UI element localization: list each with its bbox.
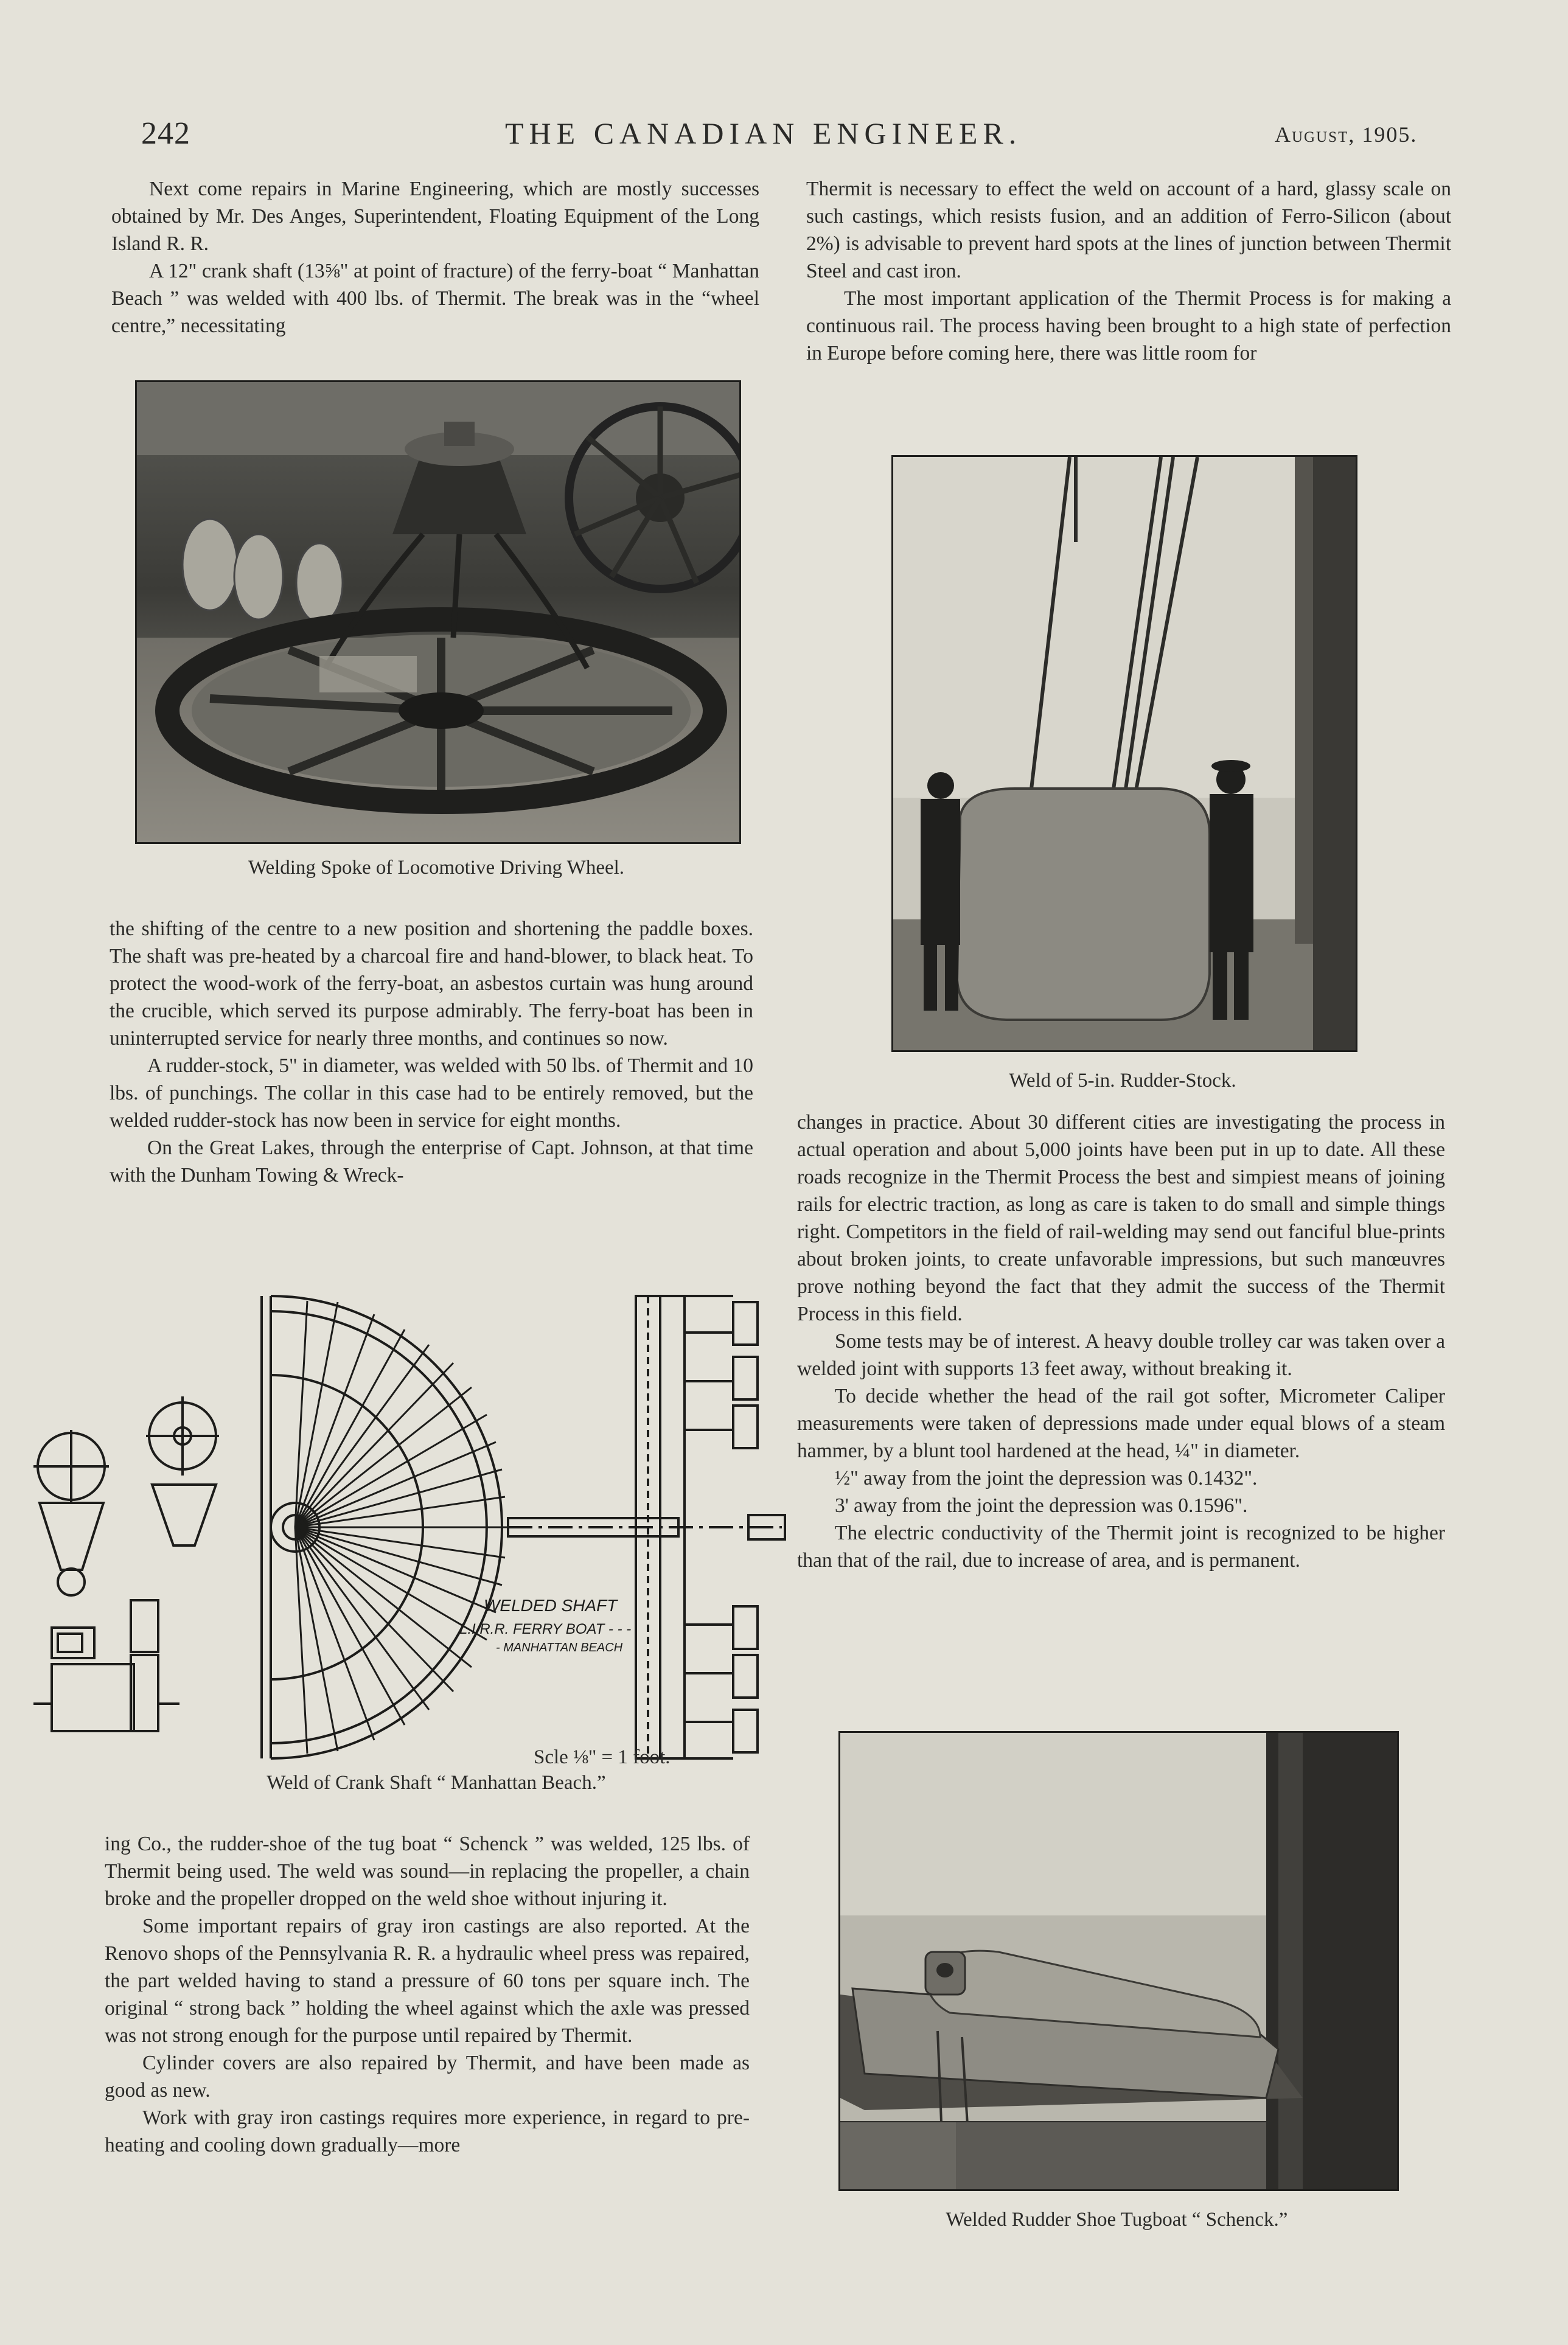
paragraph: A 12" crank shaft (13⅝" at point of fracture) of the ferry-boat “ Manhattan Beach ” was welded with 400 lbs. of Thermit. The break was in the “wheel centre,” necessitating — [111, 260, 759, 337]
rudder-stock-illustration — [893, 457, 1356, 1050]
photo-rudder-stock — [891, 455, 1357, 1052]
journal-title: THE CANADIAN ENGINEER. — [505, 116, 1022, 150]
drawing-scale-note: Scle ⅛" = 1 foot. — [534, 1746, 671, 1768]
paragraph: Some important repairs of gray iron castings are also reported. At the Renovo shops of the Pennsylvania R. R. a hydraulic wheel press was repaired, the part welded having to stand a pressure of 60 tons per square inch. The original “ strong back ” holding the wheel against which the axle was pressed was not strong enough for the purpose until repaired by Thermit. — [105, 1915, 750, 2047]
paragraph: The most important application of the Thermit Process is for making a continuous rail. The process having been brought to a high state of perfection in Europe before coming here, there was little room for — [806, 287, 1451, 364]
caption-rudder-stock: Weld of 5-in. Rudder-Stock. — [1009, 1070, 1236, 1092]
left-text-block-1 — [111, 175, 759, 340]
paragraph: Some tests may be of interest. A heavy double trolley car was taken over a welded joint with supports 13 feet away, without breaking it. — [797, 1330, 1445, 1380]
paragraph: Cylinder covers are also repaired by Thermit, and have been made as good as new. — [105, 2052, 750, 2102]
left-text-block-2 — [110, 915, 753, 1189]
caption-rudder-shoe: Welded Rudder Shoe Tugboat “ Schenck.” — [946, 2209, 1288, 2231]
right-text-block-1 — [806, 175, 1451, 367]
paragraph: Work with gray iron castings requires more experience, in regard to pre-heating and cooling down gradually—more — [105, 2106, 750, 2156]
left-text-block-3 — [105, 1830, 750, 2159]
crank-shaft-drawing — [33, 1284, 791, 1771]
paragraph: changes in practice. About 30 different cities are investigating the process in actual operation and about 5,000 joints have been put in up to date. All these roads recognize in the Thermit Process the best and simpiest means of joining rails for electric traction, as long as care is taken to do small and simple things right. Competitors in the field of rail-welding may send out fanciful blue-prints about broken joints, to create unfavorable impressions, but such manœuvres prove nothing beyond the fact that they admit the success of the Thermit Process in this field. — [797, 1111, 1445, 1325]
driving-wheel-illustration — [137, 382, 739, 842]
paragraph: Thermit is necessary to effect the weld on account of a hard, glassy scale on such castings, which resists fusion, and an addition of Ferro-Silicon (about 2%) is advisable to prevent hard spots at the lines of junction between Thermit Steel and cast iron. — [806, 178, 1451, 282]
paragraph: ½" away from the joint the depression was 0.1432". — [835, 1467, 1258, 1490]
drawing-label-welded-shaft: WELDED SHAFT — [484, 1596, 618, 1615]
right-text-block-2 — [797, 1109, 1445, 1574]
rudder-shoe-illustration — [840, 1733, 1397, 2189]
paragraph: the shifting of the centre to a new position and shortening the paddle boxes. The shaft was pre-heated by a charcoal fire and hand-blower, to black heat. To protect the wood-work of the ferry-boat, an asbestos curtain was hung around the crucible, which served its purpose admirably. The ferry-boat has been in uninterrupted service for nearly three months, and continues so now. — [110, 918, 753, 1050]
photo-driving-wheel — [135, 380, 741, 844]
paragraph: ing Co., the rudder-shoe of the tug boat “ Schenck ” was welded, 125 lbs. of Thermit being used. The weld was sound—in replacing the propeller, a chain broke and the propeller dropped on the weld shoe without injuring it. — [105, 1833, 750, 1910]
paragraph: To decide whether the head of the rail got softer, Micrometer Caliper measurements were taken of depressions made under equal blows of a steam hammer, by a blunt tool hardened at the head, ¼" in diameter. — [797, 1385, 1445, 1462]
paragraph: The electric conductivity of the Thermit joint is recognized to be higher than that of the rail, due to increase of area, and is permanent. — [797, 1522, 1445, 1572]
issue-date: August, 1905. — [1275, 122, 1418, 147]
caption-driving-wheel: Welding Spoke of Locomotive Driving Wheel. — [248, 857, 625, 879]
paragraph: On the Great Lakes, through the enterprise of Capt. Johnson, at that time with the Dunham Towing & Wreck- — [110, 1137, 753, 1186]
photo-rudder-shoe — [838, 1731, 1399, 2191]
drawing-label-manhattan-beach: - MANHATTAN BEACH — [496, 1641, 623, 1654]
paragraph: A rudder-stock, 5" in diameter, was welded with 50 lbs. of Thermit and 10 lbs. of punchings. The collar in this case had to be entirely removed, but the welded rudder-stock has now been in service for eight months. — [110, 1054, 753, 1132]
caption-crank-shaft: Weld of Crank Shaft “ Manhattan Beach.” — [267, 1772, 606, 1794]
drawing-crank-shaft — [33, 1284, 791, 1771]
drawing-label-ferry-boat: L.I.R.R. FERRY BOAT - - - — [459, 1621, 632, 1637]
paragraph: Next come repairs in Marine Engineering, which are mostly successes obtained by Mr. Des Anges, Superintendent, Floating Equipment of the Long Island R. R. — [111, 178, 759, 255]
page-number: 242 — [141, 116, 190, 151]
paragraph: 3' away from the joint the depression was 0.1596". — [835, 1494, 1248, 1517]
